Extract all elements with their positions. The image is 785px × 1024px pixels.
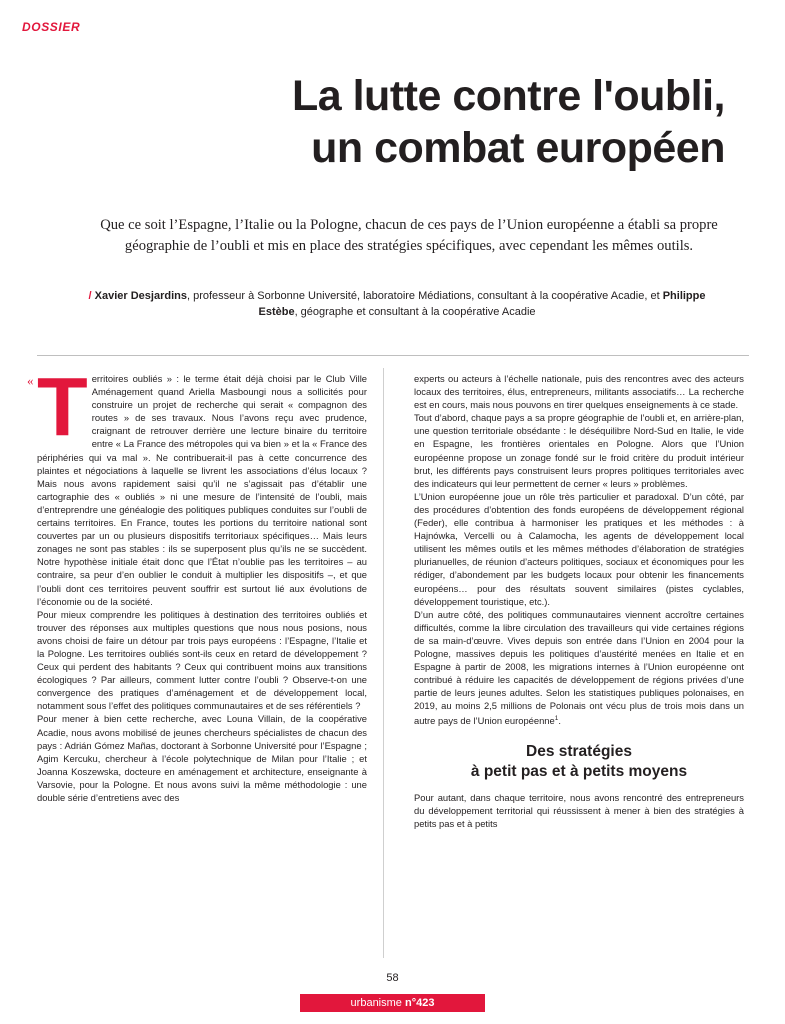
magazine-issue: n°423 [404, 997, 435, 1009]
article-title-line-1: La lutte contre l'oubli, [291, 72, 725, 120]
section-heading [414, 742, 744, 782]
byline-author-2: Philippe Estèbe [258, 290, 706, 318]
magazine-name: urbanisme [350, 997, 402, 1009]
paragraph-text: D’un autre côté, des politiques communautaires viennent accroître certaines difficultés, comme la libre circulation des travailleurs qui vide certaines régions de sa main-d’œuvre. Vives depuis son entrée dans l’Union en 2004 pour la Pologne, massives depuis les politiques d’austérité menées en Italie et en Espagne à partir de 2008, les migrations internes à l’Union européenne ont contribué à réduire les capacités de développement de régions privées d’une partie de leurs jeunes adultes. Selon les statistiques publiques polonaises, en 2019, au moins 2,5 millions de Polonais ont vécu plus de trois mois dans un autre pays de l’Union européenne [414, 608, 744, 727]
byline-slash: / [88, 290, 92, 302]
header-divider [37, 355, 749, 356]
paragraph: experts ou acteurs à l’échelle nationale, puis des rencontres avec des acteurs locaux des territoires, élus, entrepreneurs, militants associatifs… La recherche est en cours, mais nous pouvons en tirer quelques enseignements à ce stade. [414, 373, 744, 411]
page-number: 58 [386, 972, 399, 984]
body-column-left [27, 360, 367, 804]
paragraph: Pour mieux comprendre les politiques à destination des territoires oubliés et trouver des réponses aux multiples questions que nous nous posions, nous avons choisi de faire un détour par trois pays européens : l’Espagne, l’Italie et la Pologne. Les territoires oubliés sont-ils ceux en retard de développement ? Ceux qui perdent des habitants ? Ceux qui contribuent moins aux transitions écologiques ? Par ailleurs, comment lutter contre l’oubli ? Observe-t-on une convergence des pratiques d’aménagement et de développement local, notamment sous l’effet des politiques communautaires et de ses référentiels ? [37, 608, 367, 712]
article-title-line-2: un combat européen [311, 124, 725, 172]
paragraph: erritoires oubliés » : le terme était déjà choisi par le Club Ville Aménagement quand Ariella Masboungi nous a sollicités pour construire un projet de recherche qui serait « compagnon des routes » de ses travaux. Nous l’avons reçu avec prudence, craignant de retrouver derrière une lecture binaire du territoire entre « La France des métropoles qui va bien » et la « France des périphéries qui va mal ». Ne contribuerait-il pas à cette concurrence des plaintes et négociations à laquelle se livrent les associations d’élus locaux ? Mais nous avons rapidement saisi qu’il ne s’agissait pas d’établir une cartographie des « oubliés » ni une mesure de l’intensité de l’oubli, mais d’entreprendre une généalogie des politiques publiques conduites sur l’oubli de certains territoires. En France, toutes les portions du territoire national sont couvertes par un ou plusieurs dispositifs territoriaux spécifiques… Mais leurs zonages ne sont pas stables : ils se superposent plus qu’ils ne se succèdent. Notre hypothèse initiale était donc que l’État n’oublie pas les territoires – au contraire, sa peur d’en oublier le conduit à multiplier les dispositifs –, et que l’oubli dont ces territoires peuvent souffrir est surtout lié aux évolutions de l’économie ou de la société. [37, 373, 367, 607]
footnote-marker: 1 [554, 715, 559, 723]
paragraph-text-end: . [558, 715, 561, 727]
drop-cap: T [37, 360, 88, 453]
paragraph: Pour autant, dans chaque territoire, nous avons rencontré des entrepreneurs du développement territorial qui réussissent à mener à bien des stratégies à petits pas et à petits [414, 791, 744, 829]
body-column-right [414, 372, 744, 830]
paragraph: L’Union européenne joue un rôle très particulier et paradoxal. D’un côté, par des procédures d’obtention des fonds européens de développement régional (Feder), elle contribua à harmoniser les pratiques et les méthodes : à Hajnówka, Vercelli ou à Calamocha, les agents de développement local utilisent les mêmes outils et les mêmes méthodes d’élaboration de stratégies plurianuelles, de réunion d’acteurs politiques, sociaux et économiques pour les rédiger, d’abondement par les budgets locaux pour obtenir les financements européens… pour des résultats souvent similaires (pistes cyclables, développement touristique, etc.). [414, 490, 744, 607]
opening-paragraph-wrap [27, 360, 367, 608]
section-kicker: DOSSIER [22, 20, 81, 34]
byline-author-1-role: , professeur à Sorbonne Université, laboratoire Médiations, consultant à la coopérative Acadie, et [186, 290, 663, 302]
byline-author-2-role: , géographe et consultant à la coopérative Acadie [294, 306, 536, 318]
paragraph: Tout d’abord, chaque pays a sa propre géographie de l’oubli et, en arrière-plan, une question territoriale obsédante : le déséquilibre Nord-Sud en Italie, le vide en Espagne, les frontières orientales en Pologne. Alors que l’Union européenne propose un zonage fondé sur le froid critère du produit intérieur brut, les différents pays construisent leurs propres politiques territoriales avec des indicateurs qui leur permettent de cerner « leurs » problèmes. [414, 412, 744, 489]
byline-author-1: Xavier Desjardins [94, 290, 187, 302]
column-divider [383, 368, 384, 958]
section-heading-line-2: à petit pas et à petits moyens [470, 762, 688, 780]
magazine-footer-text [300, 994, 485, 1012]
paragraph: Pour mener à bien cette recherche, avec Louna Villain, de la coopérative Acadie, nous avons mobilisé de jeunes chercheurs spécialistes de chacun des pays : Adrián Gómez Mañas, doctorant à Sorbonne Université pour l’Espagne ; Agim Kercuku, chercheur à l’école polytechnique de Milan pour l’Italie ; et Joanna Koszewska, docteure en aménagement et architecture, enseignante à Varsovie, pour la Pologne. Et nous avons suivi la même méthodologie : une double série d’entretiens avec des [37, 713, 367, 803]
paragraph [414, 608, 744, 728]
opening-quote-mark: « [27, 373, 34, 388]
article-title [60, 70, 725, 174]
magazine-footer-bar [300, 994, 485, 1012]
article-byline [72, 288, 722, 320]
section-heading-line-1: Des stratégies [526, 742, 632, 760]
article-standfirst: Que ce soit l’Espagne, l’Italie ou la Pologne, chacun de ces pays de l’Union européenne a établi sa propre géographie de l’oubli et mis en place des stratégies spécifiques, avec cependant les mêmes outils. [100, 217, 718, 254]
page-footer [0, 968, 785, 986]
